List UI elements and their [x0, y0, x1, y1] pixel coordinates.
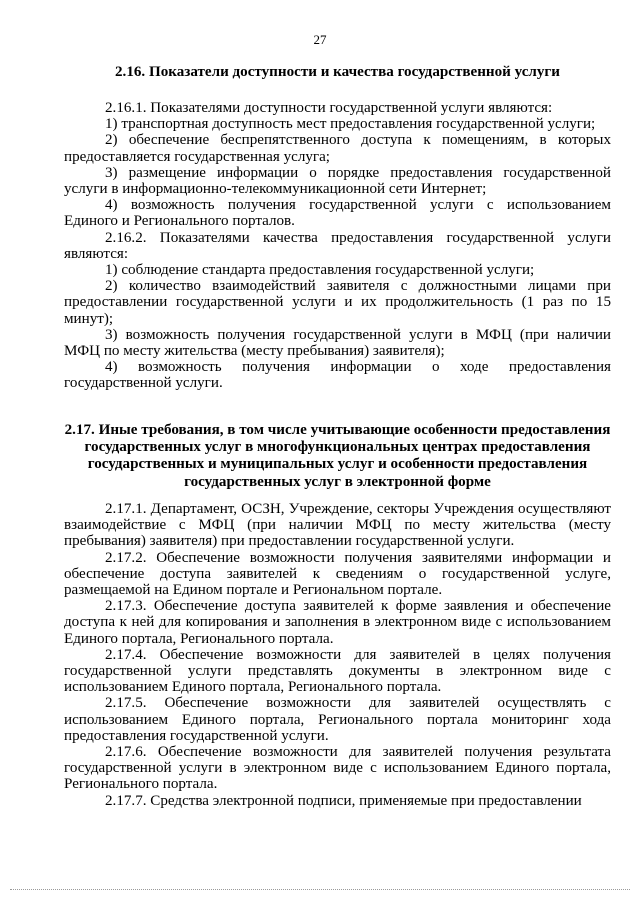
section-2-16 [64, 100, 611, 392]
list-item: 3) размещение информации о порядке предоставления государственной услуги в информационно-телекоммуникационной сети Интернет; [64, 164, 611, 198]
page-number: 27 [313, 32, 327, 47]
list-item: 1) транспортная доступность мест предоставления государственной услуги; [105, 116, 596, 133]
footer-divider [10, 889, 630, 890]
paragraph-2-17-4: 2.17.4. Обеспечение возможности для заявителей в целях получения государственной услуги представлять документы в электронном виде с использованием Единого портала, Регионального портала. [64, 646, 611, 696]
paragraph-2-17-5: 2.17.5. Обеспечение возможности для заявителей осуществлять с использованием Единого портала, Регионального портала мониторинг хода предоставления государственной услуги. [64, 695, 611, 744]
paragraph-2-17-3: 2.17.3. Обеспечение доступа заявителей к форме заявления и обеспечение доступа к ней для копирования и заполнения в электронном виде с использованием Единого портала, Регионального портала. [64, 598, 611, 647]
paragraph-2-17-2: 2.17.2. Обеспечение возможности получения заявителями информации и обеспечение доступа заявителей к сведениям о государственной услуге, размещаемой на Едином портале и Региональном портале. [64, 549, 611, 599]
list-item: 2) количество взаимодействий заявителя с должностными лицами при предоставлении государственной услуги и их продолжительность (1 раз по 15 минут); [64, 278, 611, 327]
list-item: 3) возможность получения государственной услуги в МФЦ (при наличии МФЦ по месту жительства (месту пребывания) заявителя); [64, 326, 611, 360]
paragraph-2-16-1: 2.16.1. Показателями доступности государственной услуги являются: [105, 100, 553, 116]
paragraph-2-17-6: 2.17.6. Обеспечение возможности для заявителей получения результата государственной услуги в электронном виде с использованием Единого портала, Регионального портала. [64, 744, 611, 793]
list-item: 1) соблюдение стандарта предоставления государственной услуги; [105, 262, 535, 279]
section-heading-2-17: 2.17. Иные требования, в том числе учитывающие особенности предоставления государственных услуг в многофункциональных центрах предоставления государственных и муниципальных услуг и особенности предоставления государственных услуг в электронной форме [64, 422, 611, 490]
paragraph-2-17-7: 2.17.7. Средства электронной подписи, применяемые при предоставлении [105, 792, 582, 809]
list-item: 4) возможность получения информации о ходе предоставления государственной услуги. [64, 359, 611, 392]
list-item: 4) возможность получения государственной услуги с использованием Единого и Регионального порталов. [64, 197, 611, 230]
section-2-17 [64, 501, 611, 809]
section-heading-2-16: 2.16. Показатели доступности и качества государственной услуги [115, 64, 560, 80]
paragraph-2-16-2: 2.16.2. Показателями качества предоставления государственной услуги являются: [64, 229, 611, 262]
list-item: 2) обеспечение беспрепятственного доступа к помещениям, в которых предоставляется государственная услуга; [64, 132, 611, 165]
paragraph-2-17-1: 2.17.1. Департамент, ОСЗН, Учреждение, секторы Учреждения осуществляют взаимодействие с МФЦ (при наличии МФЦ по месту жительства (месту пребывания) заявителя) при предоставлении государственной услуги. [64, 501, 611, 550]
